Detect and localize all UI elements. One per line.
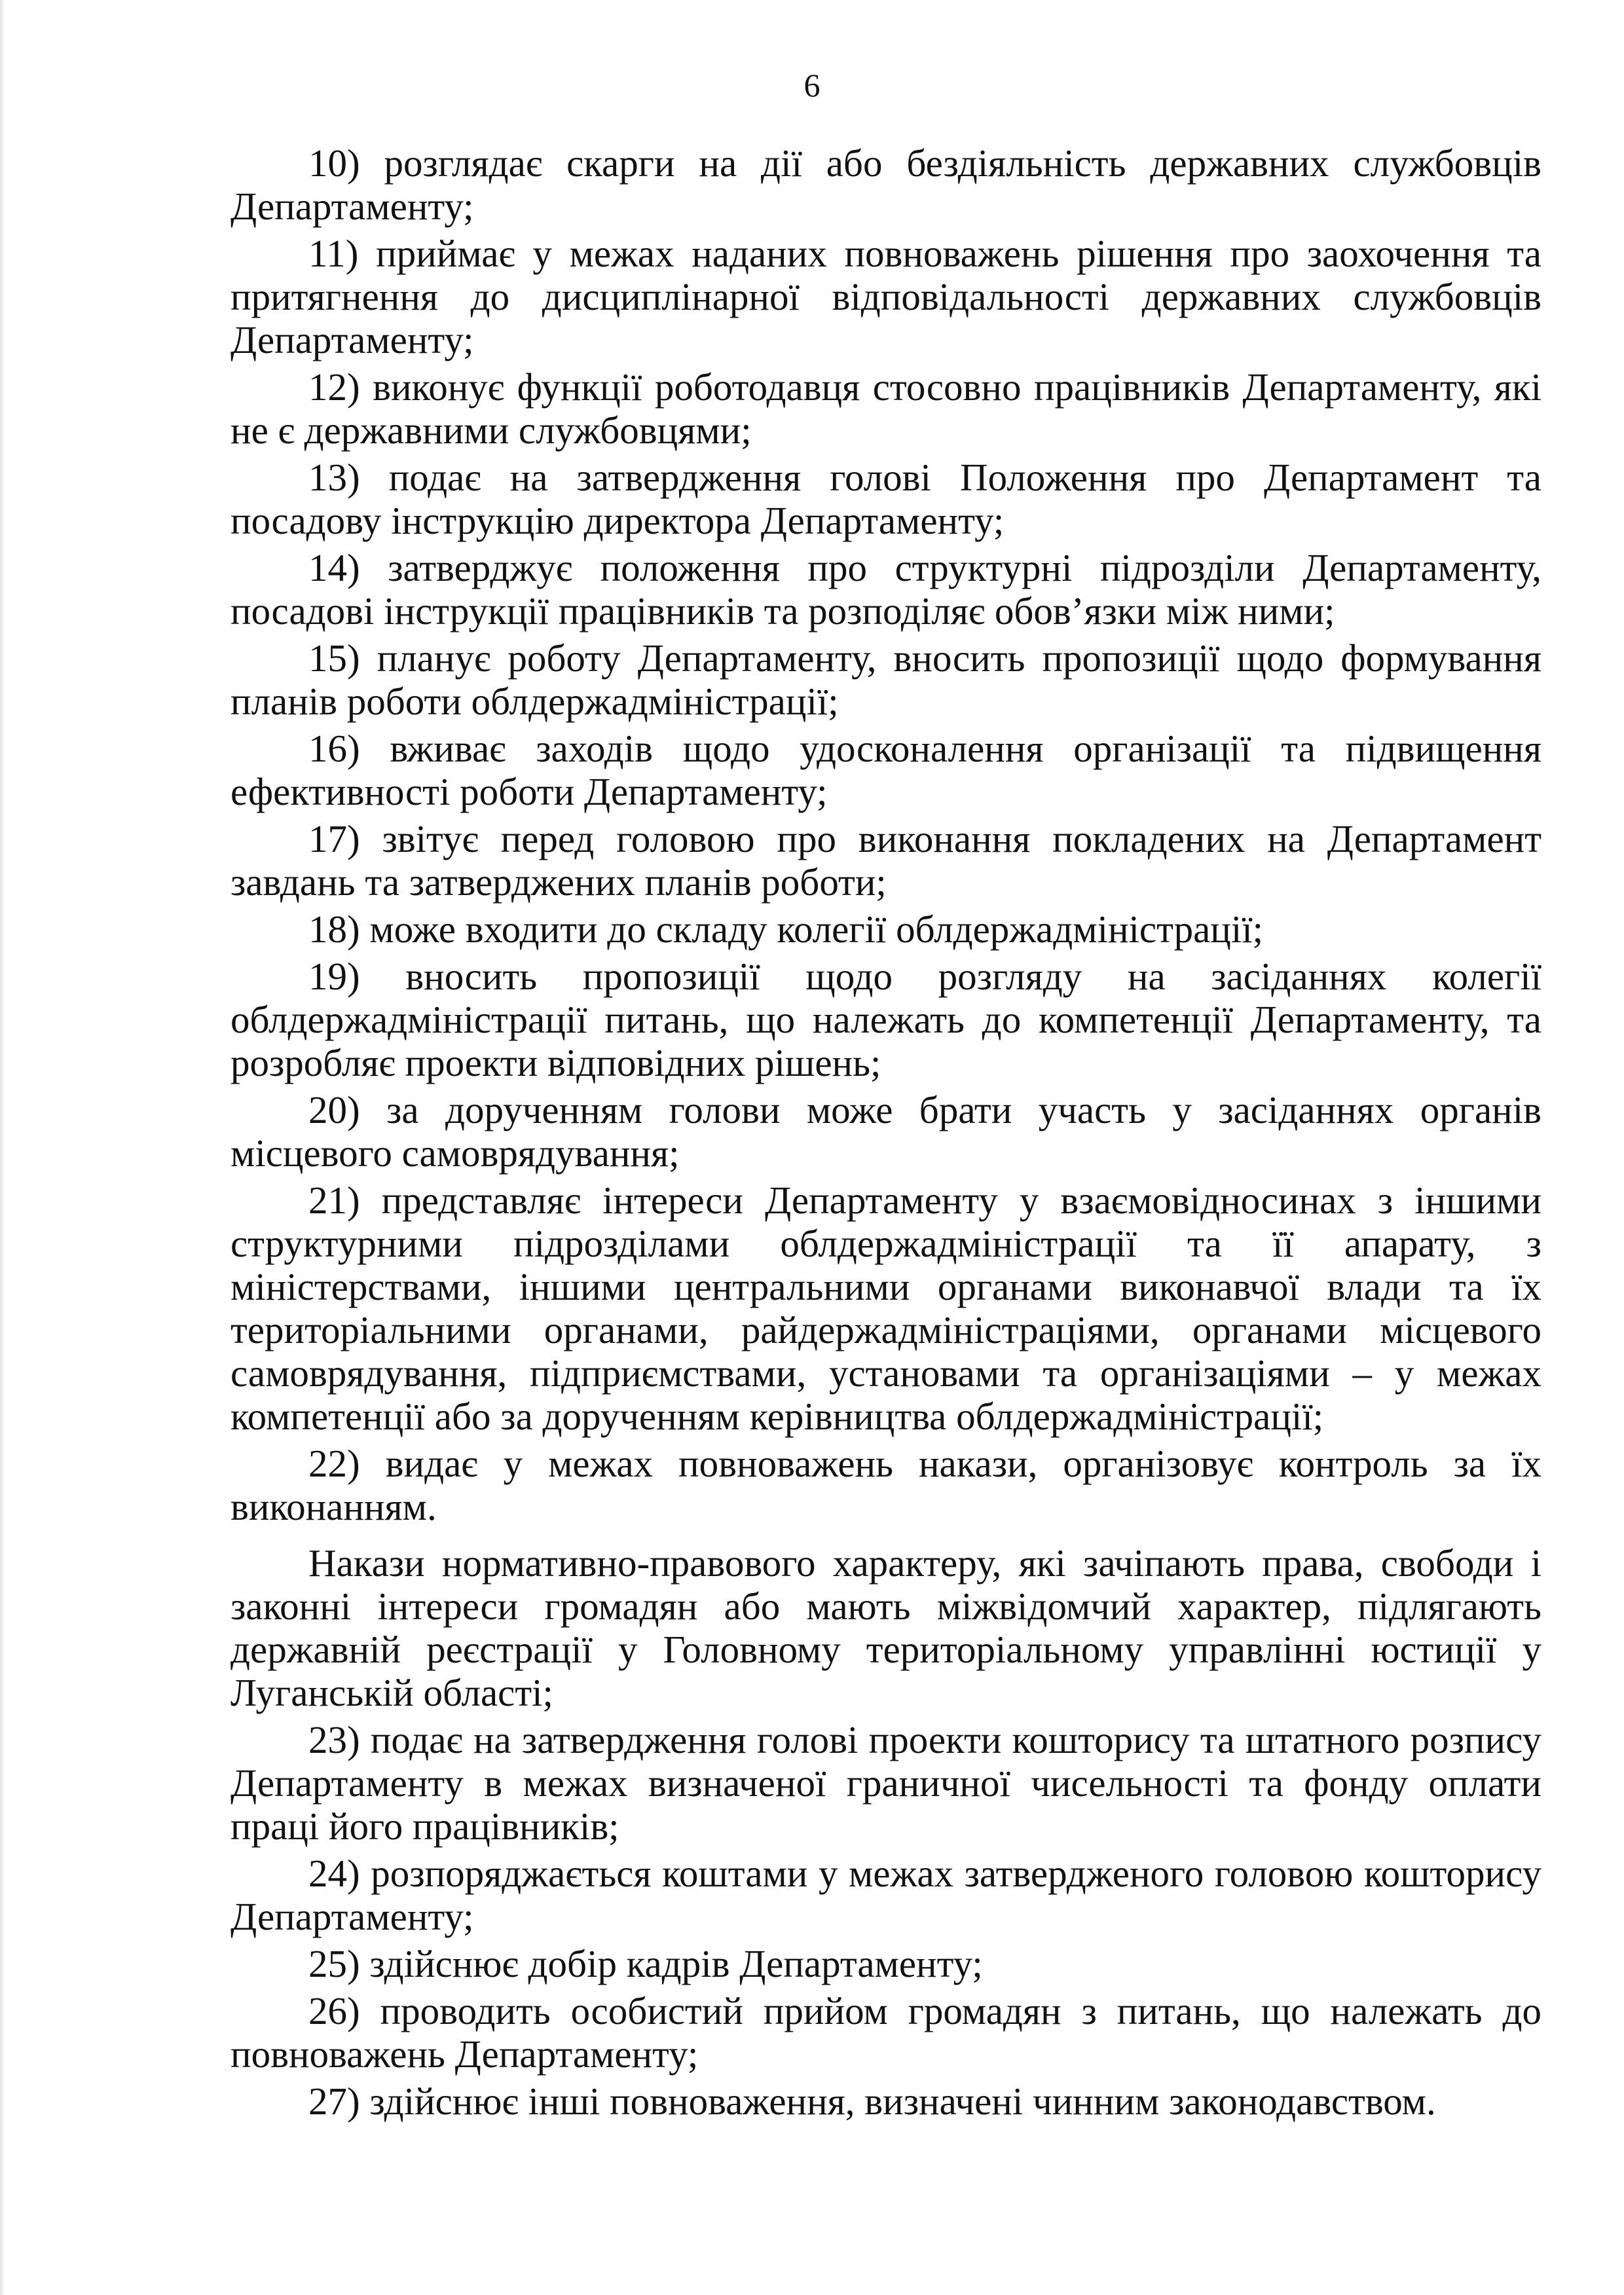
body-paragraph: Накази нормативно-правового характеру, які зачіпають права, свободи і законні інтереси громадян або мають міжвідомчий характер, підлягають державній реєстрації у Головному територіальному управлінні юстиції у Луганській області; (231, 1541, 1541, 1714)
list-item: 21) представляє інтереси Департаменту у взаємовідносинах з іншими структурними підрозділами облдержадміністрації та її апарату, з міністерствами, іншими центральними органами виконавчої влади та їх територіальними органами, райдержадміністраціями, органами місцевого самоврядування, підприємствами, установами та організаціями – у межах компетенції або за дорученням керівництва облдержадміністрації; (231, 1179, 1541, 1438)
list-item: 18) може входити до складу колегії облдержадміністрації; (308, 908, 1264, 951)
list-item: 20) за дорученням голови може брати участь у засіданнях органів місцевого самоврядування; (231, 1088, 1541, 1175)
list-item: 25) здійснює добір кадрів Департаменту; (308, 1942, 983, 1985)
list-item: 17) звітує перед головою про виконання покладених на Департамент завдань та затверджених планів роботи; (231, 817, 1541, 904)
list-item: 16) вживає заходів щодо удосконалення організації та підвищення ефективності роботи Департаменту; (231, 727, 1541, 813)
list-item: 10) розглядає скарги на дії або бездіяльність державних службовців Департаменту; (231, 141, 1541, 228)
list-item: 19) вносить пропозиції щодо розгляду на засіданнях колегії облдержадміністрації питань, що належать до компетенції Департаменту, та розробляє проекти відповідних рішень; (231, 955, 1541, 1084)
list-item: 24) розпоряджається коштами у межах затвердженого головою кошторису Департаменту; (231, 1852, 1541, 1938)
list-item: 14) затверджує положення про структурні підрозділи Департаменту, посадові інструкції працівників та розподіляє обов’язки між ними; (231, 546, 1541, 633)
scan-edge-shadow (0, 0, 5, 2295)
list-item: 27) здійснює інші повноваження, визначені чинним законодавством. (308, 2080, 1436, 2123)
document-body (231, 141, 1541, 2127)
list-item: 12) виконує функції роботодавця стосовно працівників Департаменту, які не є державними службовцями; (231, 365, 1541, 452)
list-item: 15) планує роботу Департаменту, вносить пропозиції щодо формування планів роботи облдержадміністрації; (231, 636, 1541, 723)
list-item: 26) проводить особистий прийом громадян з питань, що належать до повноважень Департаменту; (231, 1989, 1541, 2076)
list-item: 13) подає на затвердження голові Положення про Департамент та посадову інструкцію директора Департаменту; (231, 456, 1541, 542)
list-item: 23) подає на затвердження голові проекти кошторису та штатного розпису Департаменту в межах визначеної граничної чисельності та фонду оплати праці його працівників; (231, 1718, 1541, 1848)
page-number: 6 (803, 67, 821, 103)
list-item: 22) видає у межах повноважень накази, організовує контроль за їх виконанням. (231, 1442, 1541, 1528)
list-item: 11) приймає у межах наданих повноважень рішення про заохочення та притягнення до дисциплінарної відповідальності державних службовців Департаменту; (231, 232, 1541, 361)
